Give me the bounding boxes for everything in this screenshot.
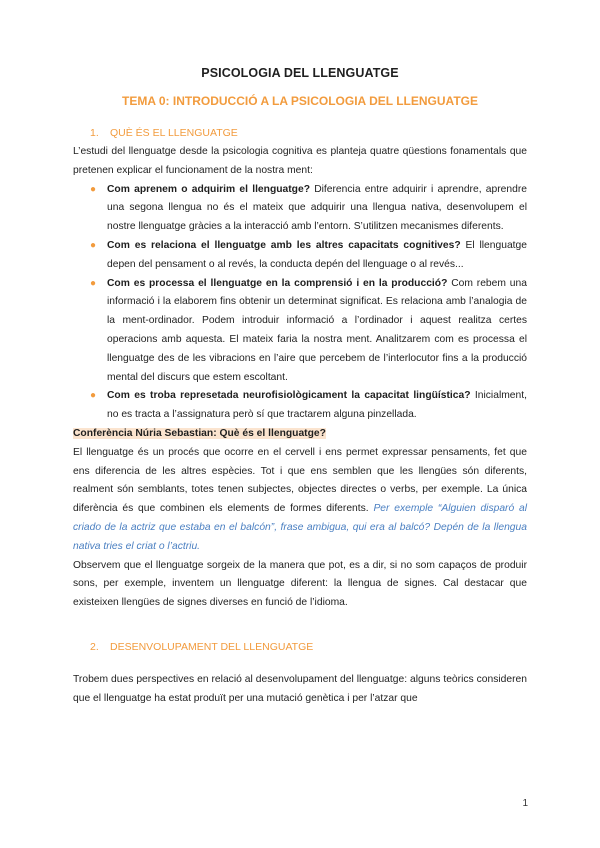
question-item bbox=[90, 387, 527, 425]
section-2-heading bbox=[73, 641, 527, 653]
section-2-title: DESENVOLUPAMENT DEL LLENGUATGE bbox=[110, 640, 314, 653]
bullet-icon: ● bbox=[90, 183, 97, 195]
question-title: Com es relaciona el llenguatge amb les altres capacitats cognitives? bbox=[107, 239, 461, 251]
bullet-icon: ● bbox=[90, 390, 97, 402]
section-1-title: QUÈ ÉS EL LLENGUATGE bbox=[110, 127, 238, 139]
question-title: Com aprenem o adquirim el llenguatge? bbox=[107, 183, 310, 195]
conference-paragraph bbox=[73, 444, 527, 557]
question-item bbox=[90, 275, 527, 388]
question-text: El llenguatge depen del pensament o al revés, la conducta depén del llenguage o al revés... bbox=[107, 239, 527, 270]
question-text: Com rebem una informació i la elaborem fins obtenir un determinat significat. Es relaciona amb l’analogia de la ment-ordinador. Podem introduir informació a l’ordinador i aquest realitza certes operacions amb aquesta. El mateix faria la nostra ment. Analitzarem com es processa el llenguatge des de les vibracions en l’aire que percebem de l’interlocutor fins a la producció mental del discurs que estem escoltant. bbox=[107, 277, 527, 383]
section-1-intro: L’estudi del llenguatge desde la psicologia cognitiva es planteja quatre qüestions fonamentals que pretenen explicar el funcionament de la nostra ment: bbox=[73, 146, 527, 176]
document-body bbox=[73, 66, 527, 709]
conference-text: El llenguatge és un procés que ocorre en el cervell i ens permet expressar pensaments, fet que ens diferencia de les altres espècies. Tot i que ens semblen que les llengües són diferents, realment són semblants, totes tenen subjectes, objectes directes o verbs, per exemple. La única diferència és que combinen els elements de formes diferents. bbox=[73, 446, 527, 515]
question-item bbox=[90, 237, 527, 275]
closing-paragraph: Observem que el llenguatge sorgeix de la manera que pot, es a dir, si no som capaços de produir sons, per exemple, inventem un llenguatge diferent: la llengua de signes. Cal destacar que existeixen llengües de signes diverses en funció de l’idioma. bbox=[73, 559, 527, 609]
question-title: Com es processa el llenguatge en la comprensió i en la producció? bbox=[107, 277, 448, 289]
section-2-paragraph: Trobem dues perspectives en relació al desenvolupament del llenguatge: alguns teòrics consideren que el llenguatge ha estat produït per una mutació genètica i per l’atzar que bbox=[73, 673, 527, 704]
section-1-number: 1. bbox=[90, 127, 99, 139]
question-title: Com es troba represetada neurofisiològicament la capacitat lingüística? bbox=[107, 390, 471, 402]
document-subtitle: TEMA 0: INTRODUCCIÓ A LA PSICOLOGIA DEL LLENGUATGE bbox=[122, 94, 478, 108]
bullet-icon: ● bbox=[90, 239, 97, 251]
conference-title: Conferència Núria Sebastian: Què és el llenguatge? bbox=[73, 427, 326, 439]
document-title: PSICOLOGIA DEL LLENGUATGE bbox=[201, 66, 399, 80]
bullet-icon: ● bbox=[90, 277, 97, 289]
question-text: Diferencia entre adquirir i aprendre, aprendre una segona llengua no és el mateix que adquirir una llengua nativa, desenvolupem el nostre llenguatge gràcies a la interacció amb l’entorn. S’utilitzen mecanismes diferents. bbox=[107, 183, 527, 233]
questions-list bbox=[73, 181, 527, 425]
conference-title-line bbox=[73, 425, 527, 444]
example-text: Per exemple “Alguien disparó al criado de la actriz que estaba en el balcón”, frase ambigua, qui era al balcó? Depén de la llengua nativa tries el criat o l’actriu. bbox=[73, 503, 527, 552]
question-item bbox=[90, 181, 527, 237]
question-text: Inicialment, no es tracta a l’assignatura però sí que tractarem alguna pinzellada. bbox=[107, 390, 527, 421]
section-1-heading bbox=[73, 127, 527, 139]
section-2-number: 2. bbox=[90, 640, 99, 653]
page-number: 1 bbox=[522, 798, 528, 809]
